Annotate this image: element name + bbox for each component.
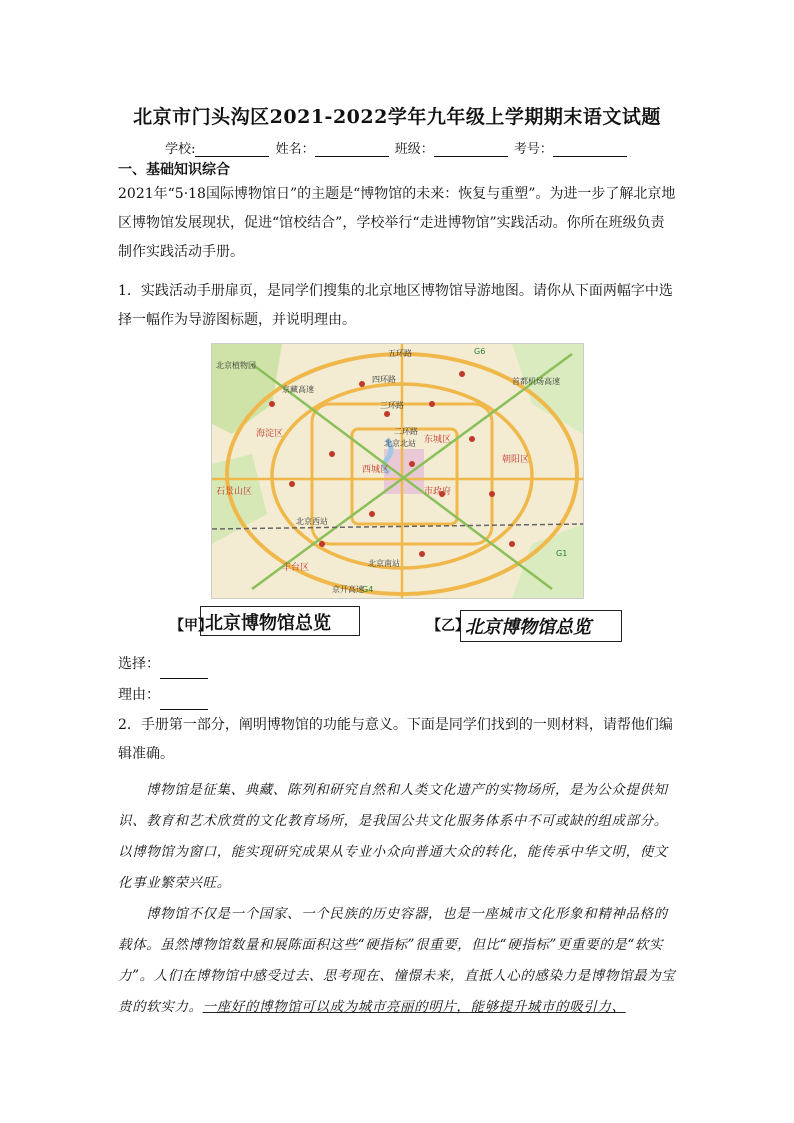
- map-label: 石景山区: [216, 487, 253, 497]
- reason-blank[interactable]: [160, 695, 208, 710]
- school-blank[interactable]: [195, 142, 269, 157]
- reason-label: 理由：: [118, 687, 160, 703]
- map-label: 首都机场高速: [512, 377, 560, 386]
- map-label: 西城区: [362, 465, 390, 475]
- choice-line: [118, 650, 676, 679]
- choice-label: 选择：: [118, 656, 160, 672]
- map-label: G4: [362, 585, 374, 594]
- map-label: 东城区: [424, 435, 452, 445]
- map-label: 二环路: [394, 427, 418, 436]
- map-label: G1: [556, 549, 568, 558]
- intro-paragraph: 2021年“5·18国际博物馆日”的主题是“博物馆的未来：恢复与重塑”。为进一步了解北京地区博物馆发展现状，促进“馆校结合”，学校举行“走进博物馆”实践活动。你所在班级负责制作实践活动手册。: [118, 186, 676, 260]
- option-b-calligraphy: 北京博物馆总览: [460, 610, 622, 642]
- map-label: 京藏高速: [282, 385, 314, 394]
- map-label: 市政府: [424, 487, 452, 497]
- question-1-text: 1．实践活动手册扉页，是同学们搜集的北京地区博物馆导游地图。请你从下面两幅字中选择一幅作为导游图标题，并说明理由。: [118, 283, 673, 328]
- choice-blank[interactable]: [160, 664, 208, 679]
- passage-2-text: 博物馆不仅是一个国家、一个民族的历史容器，也是一座城市文化形象和精神品格的载体。虽然博物馆数量和展陈面积这些“硬指标”很重要，但比“硬指标”更重要的是“软实力”。人们在博物馆中感受过去、思考现在、憧憬未来，直抵人心的感染力是博物馆最为宝贵的软实力。: [118, 906, 676, 1015]
- id-label: 考号：: [513, 142, 553, 157]
- school-label: 学校:: [165, 142, 196, 157]
- map-label: 海淀区: [256, 429, 284, 439]
- map-label: 五环路: [388, 349, 412, 358]
- map-label: 北京南站: [368, 559, 400, 568]
- map-label: 北京北站: [384, 439, 416, 448]
- map-label: 丰台区: [282, 563, 310, 573]
- map-label: G6: [474, 347, 486, 356]
- name-label: 姓名：: [275, 142, 315, 157]
- class-label: 班级：: [394, 142, 434, 157]
- map-label: 三环路: [380, 401, 404, 410]
- map-label: 北京植物园: [216, 361, 256, 370]
- student-info-line: [0, 138, 794, 157]
- museum-map-image: [211, 343, 584, 599]
- passage-2-underlined: 一座好的博物馆可以成为城市亮丽的明片，能够提升城市的吸引力、: [202, 999, 626, 1015]
- material-passage-2: [118, 899, 676, 1023]
- id-blank[interactable]: [553, 142, 627, 157]
- material-passage-1: 博物馆是征集、典藏、陈列和研究自然和人类文化遗产的实物场所，是为公众提供知识、教育和艺术欣赏的文化教育场所，是我国公共文化服务体系中不可或缺的组成部分。以博物馆为窗口，能实现研究成果从专业小众向普通大众的转化，能传承中华文明，使文化事业繁荣兴旺。: [118, 782, 668, 891]
- section-heading: 一、基础知识综合: [118, 162, 230, 178]
- map-label: 四环路: [372, 375, 396, 384]
- reason-line: [118, 681, 676, 710]
- question-2-text: 2．手册第一部分，阐明博物馆的功能与意义。下面是同学们找到的一则材料，请帮他们编辑准确。: [118, 717, 673, 762]
- option-b-tag: 【乙】: [427, 618, 469, 634]
- map-label: 京开高速: [332, 585, 364, 594]
- name-blank[interactable]: [315, 142, 389, 157]
- map-label: 朝阳区: [502, 455, 530, 465]
- map-label: 北京西站: [296, 517, 328, 526]
- option-a-tag: 【甲】: [170, 618, 212, 634]
- option-a-calligraphy: 北京博物馆总览: [200, 606, 360, 636]
- page-title: 北京市门头沟区2021-2022学年九年级上学期期末语文试题: [133, 106, 661, 128]
- class-blank[interactable]: [434, 142, 508, 157]
- beijing-map-graphic: [212, 344, 583, 598]
